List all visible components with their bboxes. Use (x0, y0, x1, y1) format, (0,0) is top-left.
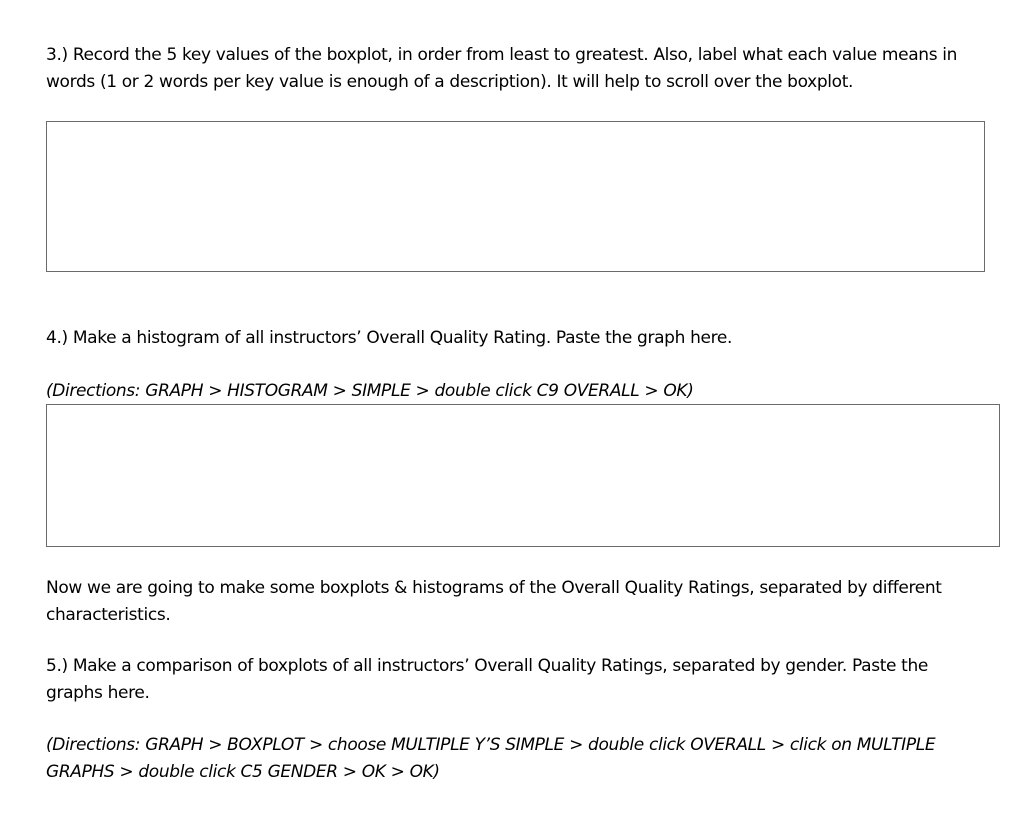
question-3-prompt: 3.) Record the 5 key values of the boxplot, in order from least to greatest. Also, label what each value means in words (1 or 2 words per key value is enough of a description). It will help to scroll over the boxplot. (46, 45, 958, 92)
question-3-answer-box[interactable] (46, 121, 985, 272)
question-5-prompt: 5.) Make a comparison of boxplots of all instructors’ Overall Quality Ratings, separated by gender. Paste the graphs here. (46, 656, 929, 703)
intro-text: Now we are going to make some boxplots & histograms of the Overall Quality Ratings, separated by different characteristics. (46, 578, 942, 625)
question-5-directions: (Directions: GRAPH > BOXPLOT > choose MULTIPLE Y’S SIMPLE > double click OVERALL > click on MULTIPLE GRAPHS > double click C5 GENDER > OK > OK) (46, 735, 936, 782)
question-4-prompt: 4.) Make a histogram of all instructors’ Overall Quality Rating. Paste the graph here. (46, 328, 733, 348)
question-4-answer-box[interactable] (46, 404, 1000, 547)
question-4-directions: (Directions: GRAPH > HISTOGRAM > SIMPLE > double click C9 OVERALL > OK) (46, 381, 694, 401)
